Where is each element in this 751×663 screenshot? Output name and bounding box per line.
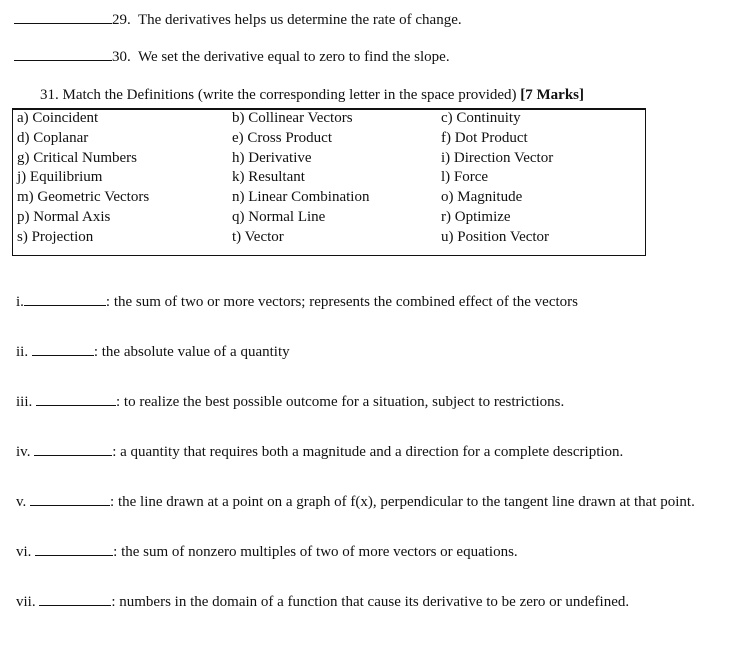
definition-i bbox=[16, 294, 578, 311]
options-box bbox=[12, 108, 646, 256]
definition-iii bbox=[16, 394, 564, 411]
definition-text: : the absolute value of a quantity bbox=[93, 344, 290, 360]
option-h: h) Derivative bbox=[232, 150, 312, 166]
tf-text: We set the derivative equal to zero to find the slope. bbox=[137, 49, 450, 65]
question-heading bbox=[40, 87, 584, 104]
option-b: b) Collinear Vectors bbox=[232, 110, 353, 126]
answer-blank[interactable] bbox=[24, 304, 106, 306]
option-a: a) Coincident bbox=[17, 110, 99, 126]
definition-number: vi. bbox=[16, 544, 32, 560]
option-i: i) Direction Vector bbox=[441, 150, 554, 166]
answer-blank[interactable] bbox=[32, 354, 94, 356]
option-c: c) Continuity bbox=[441, 110, 521, 126]
definition-iv bbox=[16, 444, 623, 461]
answer-blank[interactable] bbox=[39, 604, 111, 606]
definition-text: : the line drawn at a point on a graph of f(x), perpendicular to the tangent line drawn at that point. bbox=[110, 494, 695, 510]
tf-item-29 bbox=[14, 12, 462, 29]
option-p: p) Normal Axis bbox=[17, 209, 111, 225]
tf-number: 30. bbox=[112, 49, 131, 65]
option-g: g) Critical Numbers bbox=[17, 150, 137, 166]
definition-text: : numbers in the domain of a function that cause its derivative to be zero or undefined. bbox=[111, 594, 630, 610]
definition-number: vii. bbox=[16, 594, 36, 610]
definition-text: : a quantity that requires both a magnitude and a direction for a complete description. bbox=[112, 444, 624, 460]
answer-blank[interactable] bbox=[36, 404, 116, 406]
option-l: l) Force bbox=[441, 169, 489, 185]
definition-text: : to realize the best possible outcome for a situation, subject to restrictions. bbox=[116, 394, 565, 410]
definition-vi bbox=[16, 544, 518, 561]
option-u: u) Position Vector bbox=[441, 229, 550, 245]
option-k: k) Resultant bbox=[232, 169, 305, 185]
option-j: j) Equilibrium bbox=[17, 169, 103, 185]
tf-item-30 bbox=[14, 49, 450, 66]
tf-text: The derivatives helps us determine the rate of change. bbox=[137, 12, 462, 28]
definition-text: : the sum of nonzero multiples of two of more vectors or equations. bbox=[113, 544, 518, 560]
question-marks: [7 Marks] bbox=[520, 87, 585, 103]
answer-blank[interactable] bbox=[34, 454, 112, 456]
definition-vii bbox=[16, 594, 629, 611]
definition-number: iii. bbox=[16, 394, 33, 410]
option-m: m) Geometric Vectors bbox=[17, 189, 150, 205]
tf-number: 29. bbox=[112, 12, 131, 28]
definition-number: iv. bbox=[16, 444, 31, 460]
answer-blank[interactable] bbox=[14, 59, 112, 61]
option-n: n) Linear Combination bbox=[232, 189, 370, 205]
answer-blank[interactable] bbox=[14, 22, 112, 24]
option-d: d) Coplanar bbox=[17, 130, 89, 146]
definition-text: : the sum of two or more vectors; represents the combined effect of the vectors bbox=[105, 294, 578, 310]
answer-blank[interactable] bbox=[30, 504, 110, 506]
option-o: o) Magnitude bbox=[441, 189, 523, 205]
option-t: t) Vector bbox=[232, 229, 284, 245]
definition-ii bbox=[16, 344, 290, 361]
question-text: 31. Match the Definitions (write the corresponding letter in the space provided) bbox=[40, 87, 517, 103]
answer-blank[interactable] bbox=[35, 554, 113, 556]
definition-number: i. bbox=[16, 294, 24, 310]
option-q: q) Normal Line bbox=[232, 209, 326, 225]
option-f: f) Dot Product bbox=[441, 130, 528, 146]
option-e: e) Cross Product bbox=[232, 130, 332, 146]
definition-v bbox=[16, 494, 695, 511]
definition-number: v. bbox=[16, 494, 27, 510]
option-r: r) Optimize bbox=[441, 209, 511, 225]
definition-number: ii. bbox=[16, 344, 29, 360]
option-s: s) Projection bbox=[17, 229, 94, 245]
